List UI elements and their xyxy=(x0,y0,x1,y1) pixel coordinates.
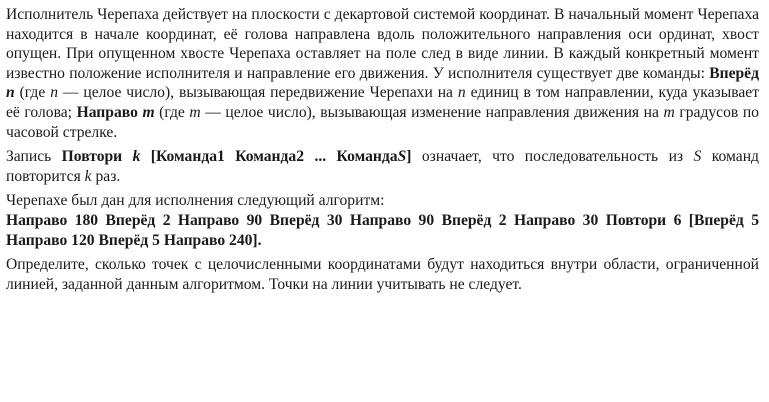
text-run: — целое число), вызывающая изменение направления движения на xyxy=(200,103,664,121)
repeat-command-paragraph xyxy=(6,147,759,186)
text-run: Исполнитель Черепаха действует на плоскости с декартовой системой координат. В начальный момент Черепаха находится в начале координат, её голова направлена вдоль положительного направления оси ординат, хвост опущен. При опущенном хвосте Черепаха оставляет на поле след в виде линии. В каждый конкретный момент известно положение исполнителя и направление его движения. У исполнителя существует две команды: xyxy=(6,6,759,82)
algorithm-intro: Черепахе был дан для исполнения следующий алгоритм: xyxy=(6,192,385,210)
command-right-name: Направо xyxy=(76,103,143,121)
variable: n xyxy=(50,84,58,102)
text-run: раз. xyxy=(91,167,121,185)
text-run: единиц в том направлении, куда указывает её голова; xyxy=(6,84,760,121)
variable: n xyxy=(457,84,466,102)
text-run: (где xyxy=(14,84,51,102)
command-repeat-variable: S xyxy=(397,148,407,166)
command-repeat-variable: k xyxy=(132,148,141,166)
text-run: (где xyxy=(154,103,190,121)
task-description-paragraph xyxy=(6,5,759,142)
variable: m xyxy=(663,103,675,121)
command-forward-variable: n xyxy=(6,84,15,102)
text-run: означает, что последовательность из xyxy=(411,148,694,166)
command-right-variable: m xyxy=(142,103,155,121)
algorithm-paragraph xyxy=(6,191,759,250)
variable: S xyxy=(693,148,702,166)
variable: m xyxy=(189,103,201,121)
text-run: — целое число), вызывающая передвижение Черепахи на xyxy=(57,84,458,102)
command-forward-name: Вперёд xyxy=(709,64,759,82)
variable: k xyxy=(84,167,92,185)
text-run: градусов по часовой стрелке. xyxy=(6,103,759,141)
text-run: Запись xyxy=(6,148,62,166)
command-repeat-body: [Команда1 Команда2 ... Команда xyxy=(140,148,398,166)
command-repeat-body: ] xyxy=(406,148,412,166)
question-paragraph: Определите, сколько точек с целочисленными координатами будут находиться внутри области, ограниченной линией, заданной данным алгоритмом. Точки на линии учитывать не следует. xyxy=(6,256,759,293)
text-run: команд повторится xyxy=(6,148,759,185)
algorithm-code: Направо 180 Вперёд 2 Направо 90 Вперёд 30 Направо 90 Вперёд 2 Направо 30 Повтори 6 [Вперёд 5 Направо 120 Вперёд 5 Направо 240]. xyxy=(6,211,759,249)
command-repeat-name: Повтори xyxy=(61,148,133,166)
